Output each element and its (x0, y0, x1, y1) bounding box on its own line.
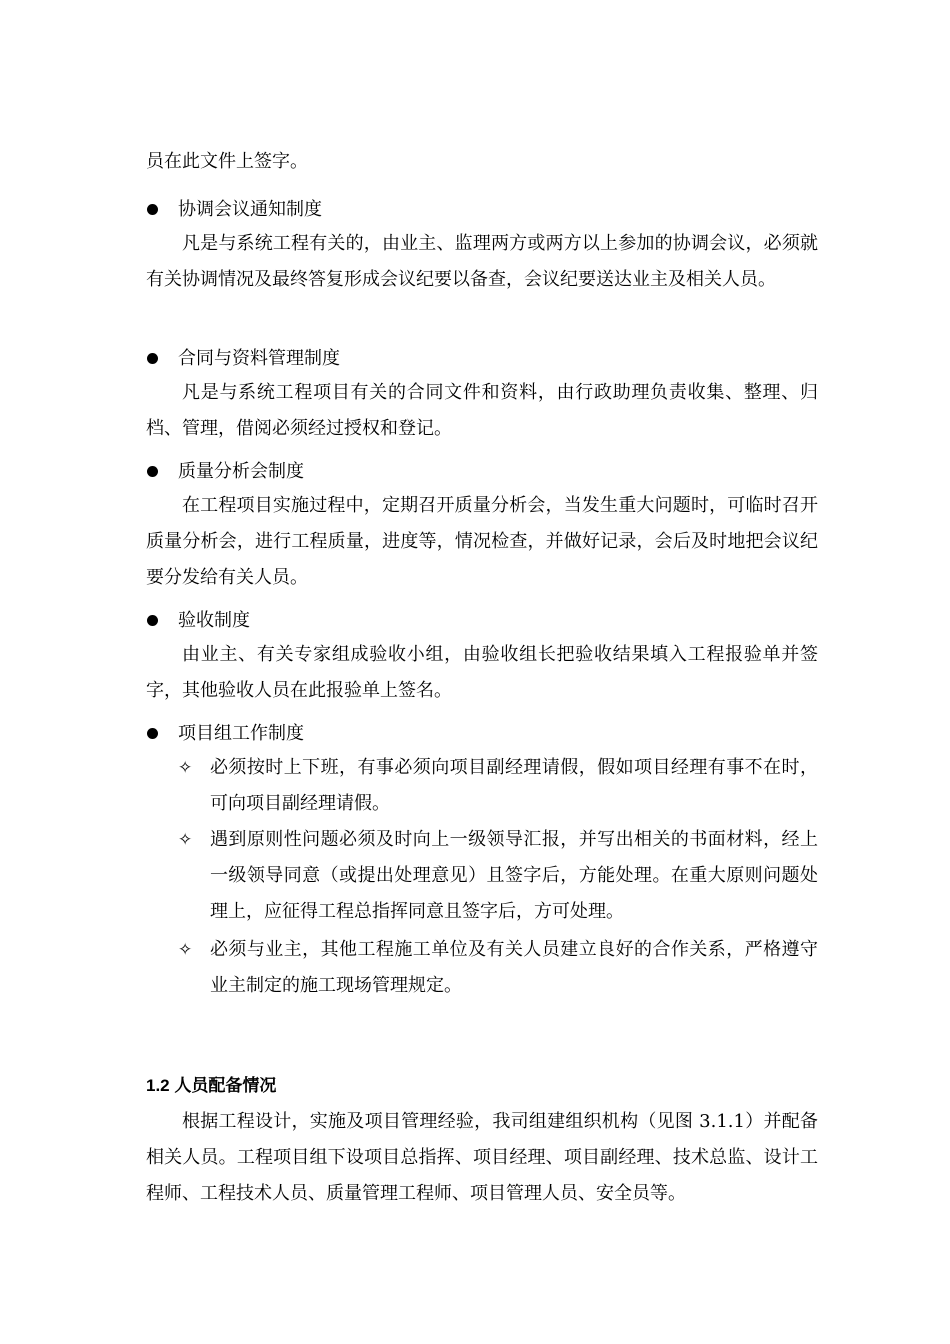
list-item: 遇到原则性问题必须及时向上一级领导汇报，并写出相关的书面材料，经上一级领导同意（或提出处理意见）且签字后，方能处理。在重大原则问题处理上，应征得工程总指挥同意且签字后，方可处理。 (210, 829, 818, 922)
section-title: 合同与资料管理制度 (178, 348, 340, 369)
star-bullet-icon: ✧ (178, 940, 193, 960)
section-body: 凡是与系统工程有关的，由业主、监理两方或两方以上参加的协调会议，必须就有关协调情况及最终答复形成会议纪要以备查，会议纪要送达业主及相关人员。 (146, 233, 818, 290)
list-item: 必须与业主，其他工程施工单位及有关人员建立良好的合作关系，严格遵守业主制定的施工现场管理规定。 (210, 939, 818, 996)
section-body: 凡是与系统工程项目有关的合同文件和资料，由行政助理负责收集、整理、归档、管理，借阅必须经过授权和登记。 (146, 382, 818, 439)
bullet-icon (147, 728, 158, 739)
bullet-icon (147, 615, 158, 626)
bullet-icon (147, 353, 158, 364)
section-body: 在工程项目实施过程中，定期召开质量分析会，当发生重大问题时，可临时召开质量分析会，进行工程质量，进度等，情况检查，并做好记录，会后及时地把会议纪要分发给有关人员。 (146, 495, 818, 588)
star-bullet-icon: ✧ (178, 830, 193, 850)
list-item: 必须按时上下班，有事必须向项目副经理请假，假如项目经理有事不在时，可向项目副经理请假。 (210, 757, 818, 814)
section-title: 质量分析会制度 (178, 461, 304, 482)
section-body: 由业主、有关专家组成验收小组，由验收组长把验收结果填入工程报验单并签字，其他验收人员在此报验单上签名。 (146, 644, 818, 701)
section-title: 协调会议通知制度 (178, 199, 322, 220)
continuation-text: 员在此文件上签字。 (146, 151, 308, 172)
section-title: 项目组工作制度 (178, 723, 304, 744)
section-heading: 1.2 人员配备情况 (146, 1076, 277, 1095)
section-title: 验收制度 (178, 610, 250, 631)
bullet-icon (147, 466, 158, 477)
staffing-paragraph: 根据工程设计，实施及项目管理经验，我司组建组织机构（见图 3.1.1）并配备相关人员。工程项目组下设项目总指挥、项目经理、项目副经理、技术总监、设计工程师、工程技术人员、质量管理工程师、项目管理人员、安全员等。 (146, 1111, 818, 1204)
bullet-icon (147, 204, 158, 215)
star-bullet-icon: ✧ (178, 758, 193, 778)
